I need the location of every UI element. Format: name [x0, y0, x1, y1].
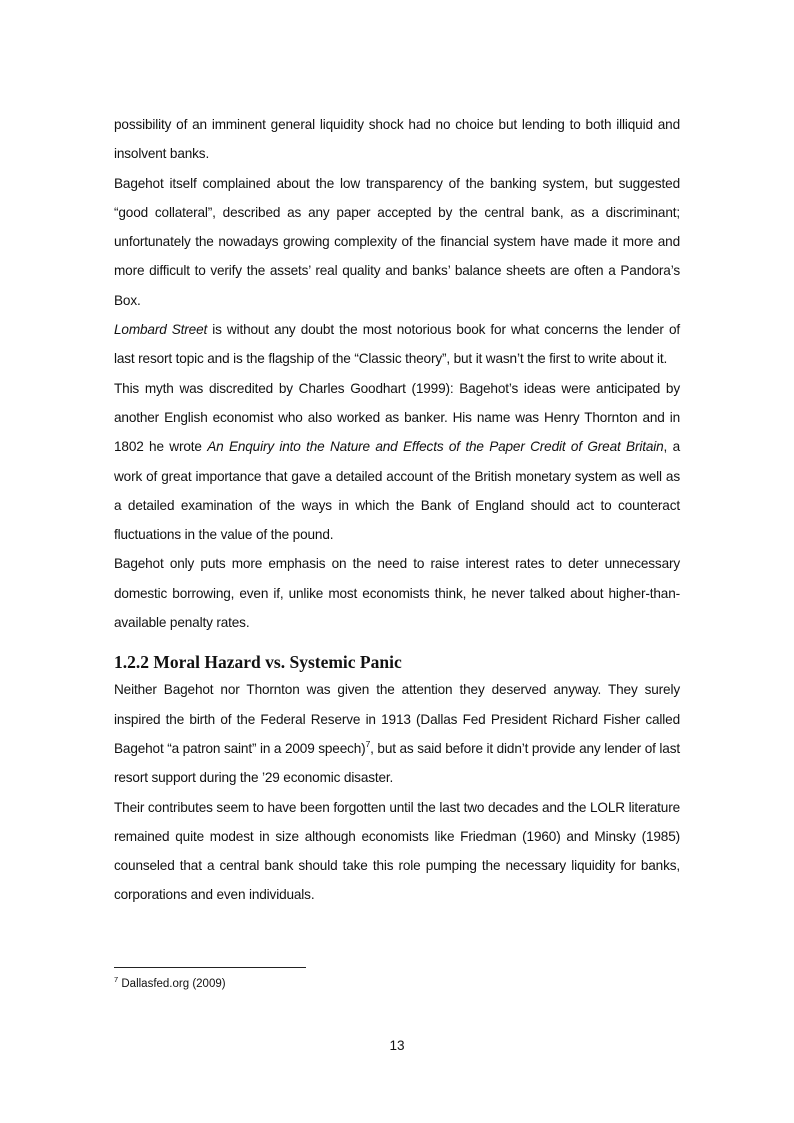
book-title-lombard-street: Lombard Street — [114, 322, 208, 338]
paragraph-3-text: is without any doubt the most notorious book for what concerns the lender of last resort topic and is the flagship of the “Classic theory”, but it wasn’t the first to write about it. — [114, 322, 680, 367]
paragraph-6 — [114, 675, 680, 792]
section-heading: 1.2.2 Moral Hazard vs. Systemic Panic — [114, 652, 402, 673]
paragraph-7: Their contributes seem to have been forgotten until the last two decades and the LOLR literature remained quite modest in size although economists like Friedman (1960) and Minsky (1985) counseled that a central bank should take this role pumping the necessary liquidity for banks, corporations and even individuals. — [114, 799, 680, 903]
footnote — [114, 976, 226, 992]
body-text — [114, 110, 680, 910]
paragraph-4-text-a: This myth was discredited by Charles Goodhart (1999): Bagehot’s ideas were anticipated by another English economist who also worked as banker. His name was Henry Thornton and in 1802 he wrote — [114, 380, 680, 455]
paragraph-6-text-b: , but as said before it didn’t provide any lender of last resort support during the ’29 economic disaster. — [114, 740, 680, 786]
paragraph-4-text-b: , a work of great importance that gave a detailed account of the British monetary system as well as a detailed examination of the ways in which the Bank of England should act to counteract fluctuations in the value of the pound. — [114, 439, 680, 543]
paragraph-3 — [114, 315, 680, 374]
paragraph-4 — [114, 374, 680, 550]
paragraph-6-text-a: Neither Bagehot nor Thornton was given the attention they deserved anyway. They surely inspired the birth of the Federal Reserve in 1913 (Dallas Fed President Richard Fisher called Bagehot “a patron saint” in a 2009 speech) — [114, 682, 680, 756]
paragraph-5: Bagehot only puts more emphasis on the need to raise interest rates to deter unnecessary domestic borrowing, even if, unlike most economists think, he never talked about higher-than-available penalty rates. — [114, 556, 680, 631]
paragraph-2: Bagehot itself complained about the low transparency of the banking system, but suggested “good collateral”, described as any paper accepted by the central bank, as a discriminant; unfortunately the nowadays growing complexity of the financial system have made it more and more difficult to verify the assets’ real quality and banks’ balance sheets are often a Pandora’s Box. — [114, 175, 680, 308]
paragraph-1: possibility of an imminent general liquidity shock had no choice but lending to both illiquid and insolvent banks. — [114, 117, 680, 162]
book-title-enquiry: An Enquiry into the Nature and Effects of the Paper Credit of Great Britain — [207, 439, 664, 455]
footnote-reference: 7 — [365, 738, 371, 749]
footnote-marker: 7 — [114, 975, 119, 984]
footnote-separator — [114, 967, 306, 968]
page-number: 13 — [389, 1038, 405, 1053]
footnote-text: Dallasfed.org (2009) — [118, 978, 226, 990]
